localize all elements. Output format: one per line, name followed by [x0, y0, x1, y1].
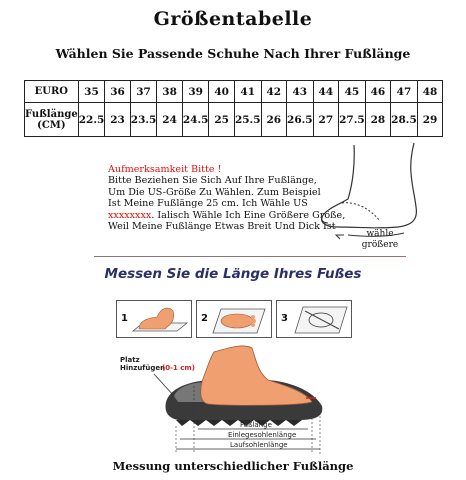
notice-size-placeholder: xxxxxxxx	[108, 209, 152, 221]
cm-header: Fußlänge (CM)	[25, 103, 79, 137]
foot-length-cell: 25	[209, 103, 235, 137]
notice-line: Um Die US-Größe Zu Wählen. Zum Beispiel	[108, 186, 321, 198]
notice-line: Ist Meine Fußlänge 25 cm. Ich Wähle US	[108, 198, 308, 210]
foot-length-cell: 26.5	[287, 103, 314, 137]
euro-size-cell: 38	[157, 81, 183, 103]
foot-length-cell: 26	[261, 103, 287, 137]
step-2-panel	[196, 300, 272, 338]
foot-length-cell: 29	[417, 103, 443, 137]
foot-outline-icon	[197, 301, 273, 339]
outsole-length-label: Laufsohlenlänge	[230, 441, 288, 449]
space-label: Platz	[120, 356, 140, 364]
notice-line-rest: . Ialisch Wähle Ich Eine Größere Größe,	[151, 209, 346, 221]
space-label: Hinzufügen	[120, 364, 166, 372]
euro-size-cell: 35	[78, 81, 105, 103]
notice-text	[108, 164, 344, 232]
step-1-panel	[116, 300, 192, 338]
foot-length-label: Fußlänge	[240, 421, 272, 429]
foot-length-cell: 22.5	[78, 103, 105, 137]
step-number: 2	[201, 313, 208, 324]
notice-line: Bitte Beziehen Sie Sich Auf Ihre Fußlänge,	[108, 175, 317, 187]
foot-length-cell: 23.5	[130, 103, 157, 137]
euro-size-cell: 47	[391, 81, 418, 103]
euro-size-cell: 36	[105, 81, 131, 103]
euro-size-cell: 48	[417, 81, 443, 103]
divider	[94, 256, 406, 257]
step-number: 1	[121, 313, 128, 324]
notice-line: Weil Meine Fußlänge Etwas Breit Und Dick Ist	[108, 221, 336, 233]
euro-size-cell: 44	[313, 81, 339, 103]
foot-on-paper-icon	[117, 301, 193, 339]
foot-length-cell: 24.5	[182, 103, 209, 137]
page-subtitle: Wählen Sie Passende Schuhe Nach Ihrer Fußlänge	[55, 46, 411, 61]
measuring-tape-icon	[277, 301, 353, 339]
foot-length-cell: 28.5	[391, 103, 418, 137]
foot-length-cell: 27.5	[339, 103, 366, 137]
foot-length-cell: 27	[313, 103, 339, 137]
foot-length-cell: 25.5	[234, 103, 261, 137]
insole-length-label: Einlegesohlenlänge	[228, 431, 297, 439]
euro-size-cell: 42	[261, 81, 287, 103]
shoe-measurement-diagram	[118, 336, 350, 456]
measure-title: Messen Sie die Länge Ihres Fußes	[104, 266, 362, 282]
euro-size-cell: 46	[365, 81, 391, 103]
step-3-panel	[276, 300, 352, 338]
euro-size-cell: 40	[209, 81, 235, 103]
notice-line	[108, 210, 344, 221]
foot-length-cell: 28	[365, 103, 391, 137]
euro-size-cell: 43	[287, 81, 314, 103]
foot-length-cell: 24	[157, 103, 183, 137]
euro-row	[25, 81, 443, 103]
euro-size-cell: 41	[234, 81, 261, 103]
euro-size-cell: 39	[182, 81, 209, 103]
caption: Messung unterschiedlicher Fußlänge	[112, 459, 354, 473]
euro-size-cell: 37	[130, 81, 157, 103]
cm-row	[25, 103, 443, 137]
foot-length-cell: 23	[105, 103, 131, 137]
page-title: Größentabelle	[153, 8, 313, 30]
size-table	[24, 80, 443, 137]
sketch-label: wähle größere	[361, 229, 399, 250]
space-range: (0-1 cm)	[162, 364, 195, 372]
foot-sketch-icon	[318, 143, 423, 241]
euro-size-cell: 45	[339, 81, 366, 103]
euro-header: EURO	[25, 81, 79, 103]
notice-heading: Aufmerksamkeit Bitte !	[108, 164, 222, 175]
step-number: 3	[281, 313, 288, 324]
